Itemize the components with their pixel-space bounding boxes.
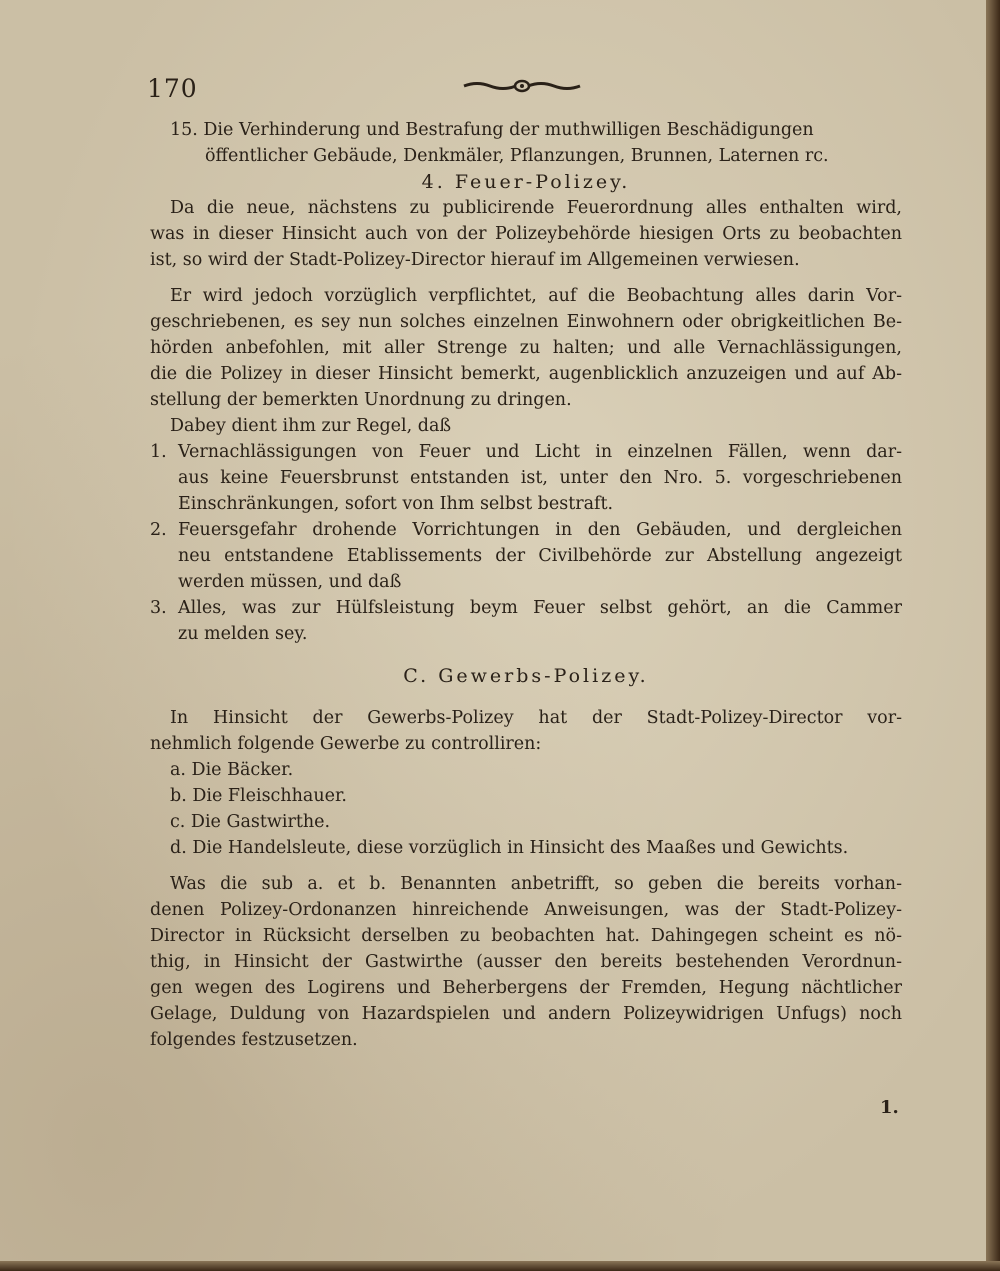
rule-line: neu entstandene Etablissements der Civilbehörde zur Abstellung angezeigt bbox=[178, 546, 902, 566]
text-line: gen wegen des Logirens und Beherbergens der Fremden, Hegung nächtlicher bbox=[150, 978, 902, 998]
text-line: In Hinsicht der Gewerbs-Polizey hat der Stadt-Polizey-Director vor- bbox=[170, 708, 902, 728]
text-line: Da die neue, nächstens zu publicirende Feuerordnung alles enthalten wird, bbox=[170, 198, 902, 218]
rule-number: 1. bbox=[150, 442, 167, 462]
text-line: nehmlich folgende Gewerbe zu controlliren: bbox=[150, 734, 542, 754]
text-line: folgendes festzusetzen. bbox=[150, 1030, 358, 1050]
trade-item: a. Die Bäcker. bbox=[170, 760, 294, 780]
rule-line: zu melden sey. bbox=[178, 624, 308, 644]
rule-line: aus keine Feuersbrunst entstanden ist, unter den Nro. 5. vorgeschriebenen bbox=[178, 468, 902, 488]
item-15-continuation: öffentlicher Gebäude, Denkmäler, Pflanzungen, Brunnen, Laternen rc. bbox=[205, 146, 829, 166]
paragraph-innkeepers bbox=[150, 871, 902, 1053]
text-line: denen Polizey-Ordonanzen hinreichende Anweisungen, was der Stadt-Polizey- bbox=[150, 900, 902, 920]
rule-line: 2. Feuersgefahr drohende Vorrichtungen in den Gebäuden, und dergleichen bbox=[150, 517, 902, 543]
paragraph-trade-intro bbox=[150, 705, 902, 757]
body-text bbox=[150, 117, 902, 1053]
rule-number: 2. bbox=[150, 520, 167, 540]
page-edge-shadow bbox=[0, 1261, 1000, 1271]
text-line: Director in Rücksicht derselben zu beobachten hat. Dahingegen scheint es nö- bbox=[150, 926, 902, 946]
text-line: geschriebenen, es sey nun solches einzelnen Einwohnern oder obrigkeitlichen Be- bbox=[150, 312, 902, 332]
page-edge-shadow bbox=[986, 0, 1000, 1271]
trade-item: d. Die Handelsleute, diese vorzüglich in Hinsicht des Maaßes und Gewichts. bbox=[170, 838, 849, 858]
rule-item bbox=[150, 517, 902, 595]
text-line: Gelage, Duldung von Hazardspielen und andern Polizeywidrigen Unfugs) noch bbox=[150, 1004, 902, 1024]
trade-item: c. Die Gastwirthe. bbox=[170, 812, 331, 832]
section-heading-trade-police: C. Gewerbs-Polizey. bbox=[403, 665, 649, 687]
item-15-line: 15. Die Verhinderung und Bestrafung der muthwilligen Beschädigungen bbox=[170, 120, 814, 140]
rule-line: 3. Alles, was zur Hülfsleistung beym Feuer selbst gehört, an die Cammer bbox=[150, 595, 902, 621]
section-heading-fire-police: 4. Feuer-Polizey. bbox=[421, 171, 631, 193]
text-line: thig, in Hinsicht der Gastwirthe (ausser den bereits bestehenden Verordnun- bbox=[150, 952, 902, 972]
rule-line: werden müssen, und daß bbox=[178, 572, 402, 592]
rule-line: Einschränkungen, sofort von Ihm selbst bestraft. bbox=[178, 494, 614, 514]
paragraph-director-duties bbox=[150, 283, 902, 413]
signature-mark: 1. bbox=[880, 1097, 899, 1118]
rule-number: 3. bbox=[150, 598, 167, 618]
decorative-fleuron-icon bbox=[462, 77, 582, 93]
text-line: ist, so wird der Stadt-Polizey-Director hierauf im Allgemeinen verwiesen. bbox=[150, 250, 800, 270]
paragraph-fire-ordinance bbox=[150, 195, 902, 273]
trade-list bbox=[150, 757, 902, 861]
text-line: stellung der bemerkten Unordnung zu dringen. bbox=[150, 390, 572, 410]
rule-intro: Dabey dient ihm zur Regel, daß bbox=[170, 416, 452, 436]
trade-item: b. Die Fleischhauer. bbox=[170, 786, 347, 806]
text-line: Er wird jedoch vorzüglich verpflichtet, auf die Beobachtung alles darin Vor- bbox=[170, 286, 902, 306]
text-line: Was die sub a. et b. Benannten anbetrifft, so geben die bereits vorhan- bbox=[170, 874, 902, 894]
text-line: hörden anbefohlen, mit aller Strenge zu halten; und alle Vernachlässigungen, bbox=[150, 338, 902, 358]
rule-item bbox=[150, 595, 902, 647]
rule-item bbox=[150, 439, 902, 517]
page-number: 170 bbox=[147, 74, 198, 103]
rule-line: 1. Vernachlässigungen von Feuer und Licht in einzelnen Fällen, wenn dar- bbox=[150, 439, 902, 465]
text-line: die die Polizey in dieser Hinsicht bemerkt, augenblicklich anzuzeigen und auf Ab- bbox=[150, 364, 902, 384]
text-line: was in dieser Hinsicht auch von der Polizeybehörde hiesigen Orts zu beobachten bbox=[150, 224, 902, 244]
